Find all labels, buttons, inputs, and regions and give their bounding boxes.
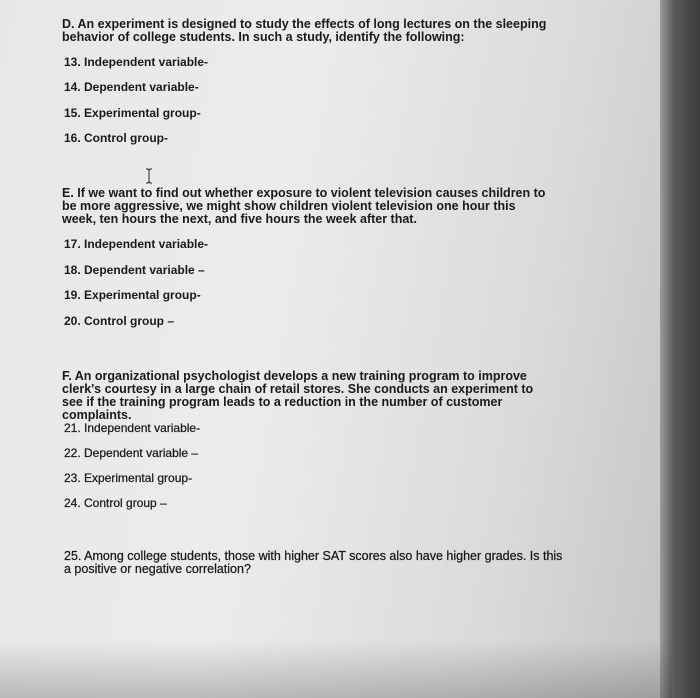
item-21: 21. Independent variable- bbox=[64, 421, 201, 435]
item-24: 24. Control group – bbox=[64, 496, 167, 510]
item-19: 19. Experimental group- bbox=[64, 288, 201, 302]
item-15: 15. Experimental group- bbox=[64, 106, 201, 120]
section-d-intro: D. An experiment is designed to study the effects of long lectures on the sleeping behavior of college students. In such a study, identify the following: bbox=[62, 17, 547, 44]
section-e-intro: E. If we want to find out whether exposure to violent television causes children to be more aggressive, we might show children violent television one hour this week, ten hours the next, and five hours the week after that. bbox=[62, 186, 546, 226]
text-cursor-icon bbox=[145, 168, 153, 184]
item-23: 23. Experimental group- bbox=[64, 471, 193, 485]
item-17: 17. Independent variable- bbox=[64, 237, 209, 251]
item-13: 13. Independent variable- bbox=[64, 55, 209, 69]
item-20: 20. Control group – bbox=[64, 314, 175, 328]
item-22: 22. Dependent variable – bbox=[64, 446, 199, 460]
monitor-bezel bbox=[660, 0, 700, 698]
section-f-intro: F. An organizational psychologist develops a new training program to improve clerk's courtesy in a large chain of retail stores. She conducts an experiment to see if the training program leads to a reduction in the number of customer complaints. bbox=[62, 369, 534, 422]
item-18: 18. Dependent variable – bbox=[64, 263, 205, 277]
item-16: 16. Control group- bbox=[64, 131, 168, 145]
question-25: 25. Among college students, those with higher SAT scores also have higher grades. Is this a positive or negative correlation? bbox=[64, 549, 563, 576]
item-14: 14. Dependent variable- bbox=[64, 80, 199, 94]
